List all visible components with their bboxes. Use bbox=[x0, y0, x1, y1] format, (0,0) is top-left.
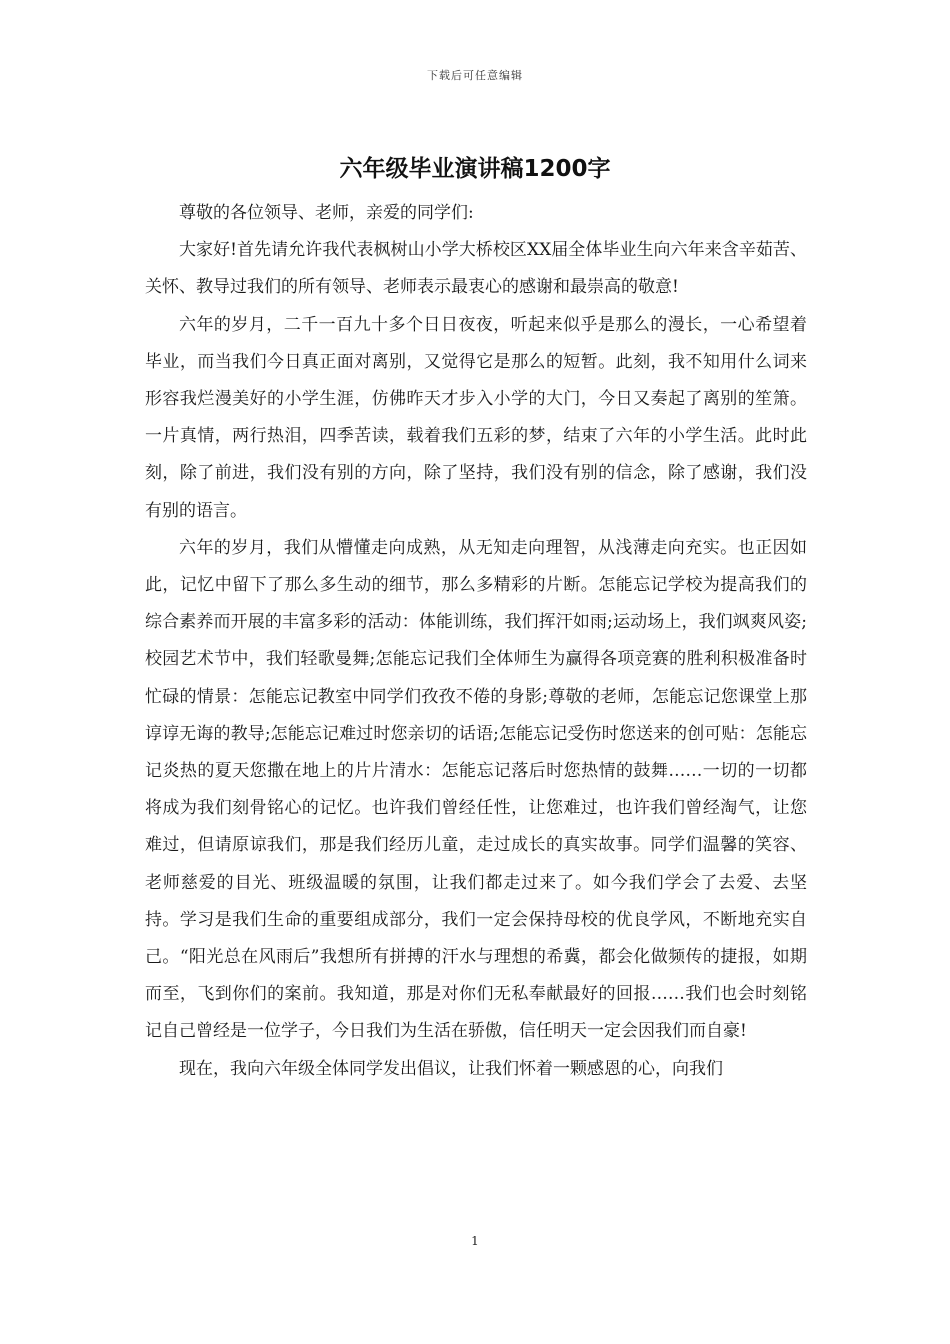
paragraph-greeting: 大家好!首先请允许我代表枫树山小学大桥校区XX届全体毕业生向六年来含辛茹苦、关怀、教导过我们的所有领导、老师表示最衷心的感谢和最崇高的敬意! bbox=[145, 240, 807, 298]
paragraph-proposal: 现在，我向六年级全体同学发出倡议，让我们怀着一颗感恩的心，向我们 bbox=[179, 1058, 723, 1079]
page-number: 1 bbox=[471, 1234, 479, 1248]
paragraph-six-years: 六年的岁月，二千一百九十多个日日夜夜，听起来似乎是那么的漫长，一心希望着毕业，而当我们今日真正面对离别，又觉得它是那么的短暂。此刻，我不知用什么词来形容我烂漫美好的小学生涯，仿佛昨天才步入小学的大门，今日又奏起了离别的笙箫。一片真情，两行热泪，四季苦读，载着我们五彩的梦，结束了六年的小学生活。此时此刻，除了前进，我们没有别的方向，除了坚持，我们没有别的信念，除了感谢，我们没有别的语言。 bbox=[145, 314, 807, 521]
paragraph-memories: 六年的岁月，我们从懵懂走向成熟，从无知走向理智，从浅薄走向充实。也正因如此，记忆中留下了那么多生动的细节，那么多精彩的片断。怎能忘记学校为提高我们的综合素养而开展的丰富多彩的活动：体能训练，我们挥汗如雨;运动场上，我们飒爽风姿;校园艺术节中，我们轻歌曼舞;怎能忘记我们全体师生为赢得各项竞赛的胜利积极准备时忙碌的情景：怎能忘记教室中同学们孜孜不倦的身影;尊敬的老师，怎能忘记您课堂上那谆谆无诲的教导;怎能忘记难过时您亲切的话语;怎能忘记受伤时您送来的创可贴：怎能忘记炎热的夏天您撒在地上的片片清水：怎能忘记落后时您热情的鼓舞……一切的一切都将成为我们刻骨铭心的记忆。也许我们曾经任性，让您难过，也许我们曾经淘气，让您难过，但请原谅我们，那是我们经历儿童，走过成长的真实故事。同学们温馨的笑容、老师慈爱的目光、班级温暖的氛围，让我们都走过来了。如今我们学会了去爱、去坚持。学习是我们生命的重要组成部分，我们一定会保持母校的优良学风，不断地充实自己。“阳光总在风雨后”我想所有拼搏的汗水与理想的希冀，都会化做频传的捷报，如期而至，飞到你们的案前。我知道，那是对你们无私奉献最好的回报……我们也会时刻铭记自己曾经是一位学子，今日我们为生活在骄傲，信任明天一定会因我们而自豪! bbox=[145, 537, 807, 1042]
document-body bbox=[145, 195, 807, 1088]
download-note: 下载后可任意编辑 bbox=[427, 69, 523, 82]
document-title: 六年级毕业演讲稿1200字 bbox=[339, 156, 611, 182]
paragraph-salutation: 尊敬的各位领导、老师，亲爱的同学们: bbox=[179, 203, 474, 223]
